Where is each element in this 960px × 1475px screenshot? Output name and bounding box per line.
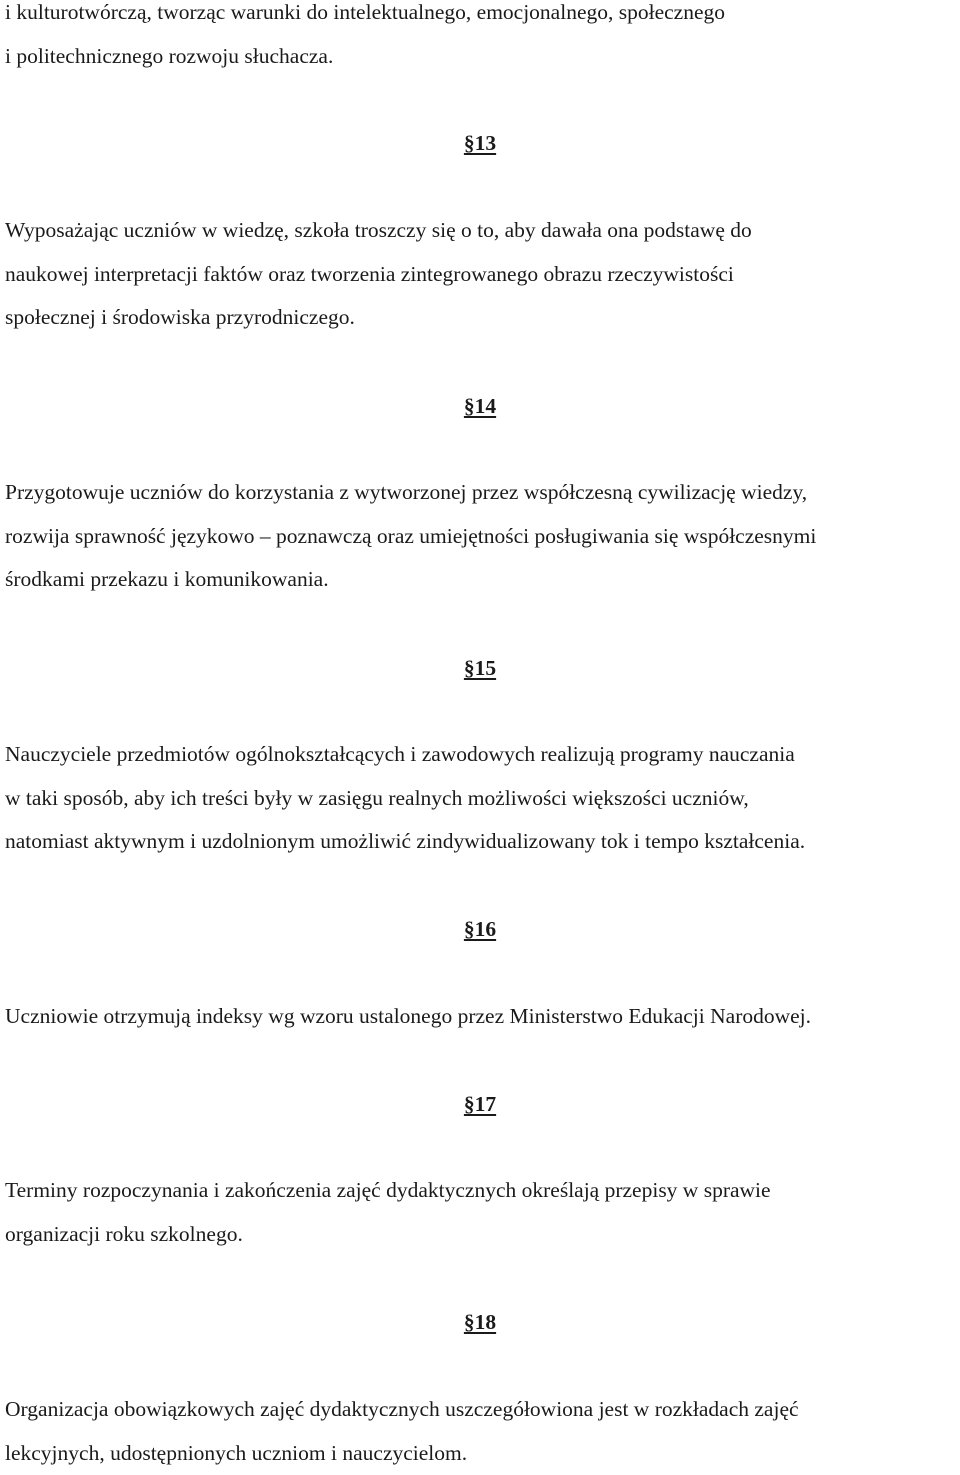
section-heading-13 [0, 128, 960, 158]
paragraph-line: Organizacja obowiązkowych zajęć dydaktycznych uszczegółowiona jest w rozkładach zajęć [5, 1388, 957, 1432]
section-number: §17 [464, 1092, 496, 1116]
section-14-paragraph [5, 471, 957, 602]
paragraph-line: Przygotowuje uczniów do korzystania z wytworzonej przez współczesną cywilizację wiedzy, [5, 471, 957, 515]
section-heading-17 [0, 1089, 960, 1119]
section-13-paragraph [5, 209, 957, 340]
intro-paragraph [5, 0, 957, 78]
paragraph-line: organizacji roku szkolnego. [5, 1213, 957, 1257]
paragraph-line: i politechnicznego rozwoju słuchacza. [5, 35, 957, 79]
paragraph-line: rozwija sprawność językowo – poznawczą oraz umiejętności posługiwania się współczesnymi [5, 515, 957, 559]
paragraph-line: naukowej interpretacji faktów oraz tworzenia zintegrowanego obrazu rzeczywistości [5, 253, 957, 297]
section-18-paragraph [5, 1388, 957, 1475]
section-heading-14 [0, 391, 960, 421]
section-number: §18 [464, 1310, 496, 1334]
section-number: §15 [464, 656, 496, 680]
section-number: §14 [464, 394, 496, 418]
paragraph-line: społecznej i środowiska przyrodniczego. [5, 296, 957, 340]
paragraph-line: i kulturotwórczą, tworząc warunki do intelektualnego, emocjonalnego, społecznego [5, 0, 957, 35]
paragraph-line: w taki sposób, aby ich treści były w zasięgu realnych możliwości większości uczniów, [5, 777, 957, 821]
section-number: §13 [464, 131, 496, 155]
section-16-paragraph [5, 995, 957, 1039]
paragraph-line: natomiast aktywnym i uzdolnionym umożliwić zindywidualizowany tok i tempo kształcenia. [5, 820, 957, 864]
paragraph-line: środkami przekazu i komunikowania. [5, 558, 957, 602]
section-heading-18 [0, 1307, 960, 1337]
section-heading-16 [0, 914, 960, 944]
paragraph-line: lekcyjnych, udostępnionych uczniom i nauczycielom. [5, 1432, 957, 1475]
paragraph-line: Uczniowie otrzymują indeksy wg wzoru ustalonego przez Ministerstwo Edukacji Narodowej. [5, 995, 957, 1039]
section-15-paragraph [5, 733, 957, 864]
section-17-paragraph [5, 1169, 957, 1256]
paragraph-line: Wyposażając uczniów w wiedzę, szkoła troszczy się o to, aby dawała ona podstawę do [5, 209, 957, 253]
section-number: §16 [464, 917, 496, 941]
paragraph-line: Nauczyciele przedmiotów ogólnokształcących i zawodowych realizują programy nauczania [5, 733, 957, 777]
paragraph-line: Terminy rozpoczynania i zakończenia zajęć dydaktycznych określają przepisy w sprawie [5, 1169, 957, 1213]
section-heading-15 [0, 653, 960, 683]
